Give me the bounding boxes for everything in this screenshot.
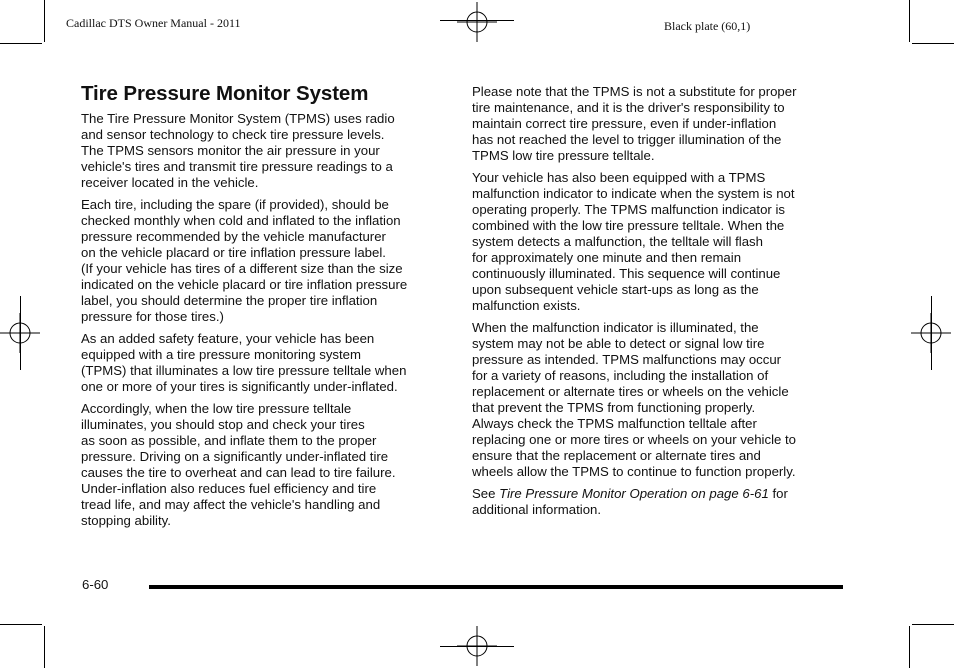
paragraph [81,197,447,325]
text-line: illuminates, you should stop and check your tires [81,417,365,432]
cross-reference-link[interactable]: Tire Pressure Monitor Operation on page 6-61 [499,486,769,501]
text-line: Please note that the TPMS is not a substitute for proper [472,84,797,99]
text-line: operating properly. The TPMS malfunction indicator is [472,202,785,217]
text-line: one or more of your tires is significantly under-inflated. [81,379,398,394]
text-line: equipped with a tire pressure monitoring system [81,347,362,362]
crop-mark [0,43,42,44]
text-line: pressure recommended by the vehicle manufacturer [81,229,386,244]
text-line: Each tire, including the spare (if provided), should be [81,197,389,212]
text-line: The TPMS sensors monitor the air pressure in your [81,143,380,158]
text-line: Your vehicle has also been equipped with a TPMS [472,170,766,185]
see-also-line [472,486,838,502]
text-line: When the malfunction indicator is illuminated, the [472,320,759,335]
crop-mark [912,624,954,625]
text-line: Under-inflation also reduces fuel efficiency and tire [81,481,377,496]
registration-line [440,646,514,647]
registration-target-icon [457,2,497,42]
paragraph [81,111,447,191]
text-line: As an added safety feature, your vehicle has been [81,331,375,346]
footer-rule [149,585,843,589]
left-column [81,82,447,535]
text-line: stopping ability. [81,513,171,528]
text-line: system detects a malfunction, the telltale will flash [472,234,763,249]
text-line: pressure as intended. TPMS malfunctions may occur [472,352,782,367]
text-line: that prevent the TPMS from functioning properly. [472,400,756,415]
paragraph [472,320,838,480]
paragraph [472,84,838,164]
registration-line [440,20,514,21]
text-line: and sensor technology to check tire pressure levels. [81,127,385,142]
text-line: upon subsequent vehicle start-ups as long as the [472,282,759,297]
text-line: wheels allow the TPMS to continue to function properly. [472,464,796,479]
text-line: for a variety of reasons, including the installation of [472,368,769,383]
text-line: tread life, and may affect the vehicle's handling and [81,497,381,512]
paragraph [472,170,838,314]
right-column [472,84,838,524]
text-line: has not reached the level to trigger illumination of the [472,132,782,147]
see-label: See [472,486,496,501]
crop-mark [0,624,42,625]
text-line: system may not be able to detect or signal low tire [472,336,765,351]
crop-mark [909,0,910,42]
plate-label: Black plate (60,1) [664,19,751,33]
text-line: label, you should determine the proper tire inflation [81,293,378,308]
section-title: Tire Pressure Monitor System [81,82,369,105]
registration-line [931,296,932,370]
registration-line [20,296,21,370]
text-line: replacing one or more tires or wheels on your vehicle to [472,432,796,447]
text-line: ensure that the replacement or alternate tires and [472,448,761,463]
text-line: maintain correct tire pressure, even if under-inflation [472,116,777,131]
see-after-text: for [772,486,788,501]
text-line: continuously illuminated. This sequence will continue [472,266,781,281]
text-line: causes the tire to overheat and can lead to tire failure. [81,465,396,480]
text-line: indicated on the vehicle placard or tire inflation pressure [81,277,408,292]
text-line: pressure. Driving on a significantly under-inflated tire [81,449,389,464]
text-line: (TPMS) that illuminates a low tire pressure telltale when [81,363,407,378]
text-line: checked monthly when cold and inflated to the inflation [81,213,401,228]
text-line: TPMS low tire pressure telltale. [472,148,655,163]
crop-mark [44,626,45,668]
text-line: malfunction indicator to indicate when the system is not [472,186,795,201]
text-line: replacement or alternate tires or wheels on the vehicle [472,384,789,399]
text-line: on the vehicle placard or tire inflation pressure label. [81,245,386,260]
paragraph [81,331,447,395]
text-line: malfunction exists. [472,298,581,313]
see-also-paragraph [472,486,838,518]
text-line: for approximately one minute and then remain [472,250,742,265]
paragraph [81,401,447,529]
crop-mark [912,43,954,44]
crop-mark [909,626,910,668]
text-line: vehicle's tires and transmit tire pressure readings to a [81,159,393,174]
text-line: pressure for those tires.) [81,309,224,324]
text-line: combined with the low tire pressure telltale. When the [472,218,785,233]
text-line: as soon as possible, and inflate them to the proper [81,433,377,448]
text-line: Always check the TPMS malfunction telltale after [472,416,757,431]
text-line: (If your vehicle has tires of a different size than the size [81,261,403,276]
crop-mark [44,0,45,42]
manual-title: Cadillac DTS Owner Manual - 2011 [66,16,241,30]
text-line: The Tire Pressure Monitor System (TPMS) uses radio [81,111,395,126]
text-line: additional information. [472,502,602,517]
text-line: receiver located in the vehicle. [81,175,259,190]
text-line: tire maintenance, and it is the driver's responsibility to [472,100,785,115]
page-number: 6-60 [82,577,109,592]
text-line: Accordingly, when the low tire pressure telltale [81,401,352,416]
